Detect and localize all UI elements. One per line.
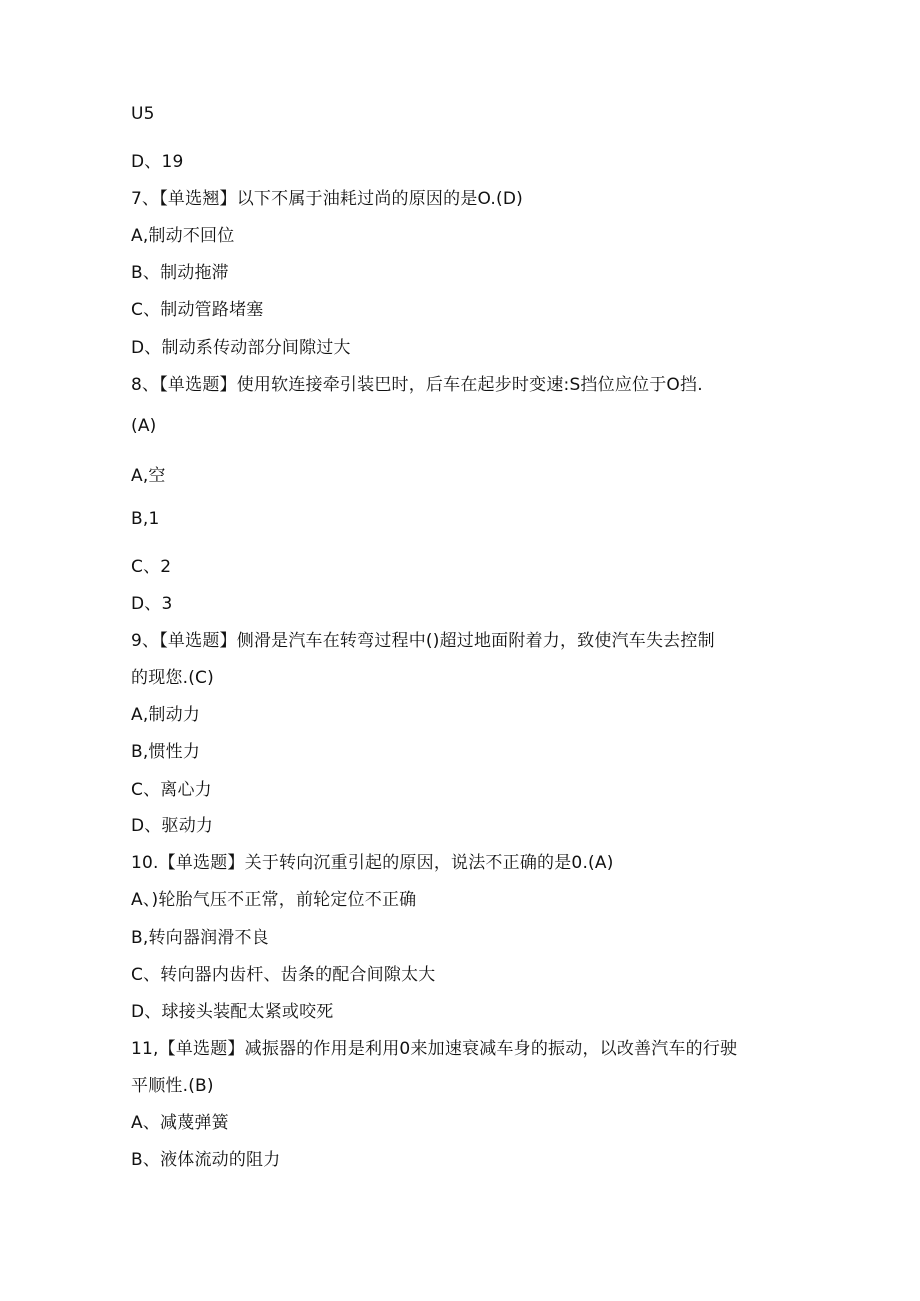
option-c: C、制动管路堵塞 — [131, 300, 264, 320]
question-8: 8、【单选题】使用软连接牵引装巴时，后车在起步时变速:S挡位应位于O挡. — [131, 375, 703, 395]
question-10: 10.【单选题】关于转向沉重引起的原因，说法不正确的是0.(A) — [131, 853, 614, 873]
option-a: A,制动力 — [131, 705, 201, 725]
option-b: B、液体流动的阻力 — [131, 1150, 281, 1170]
question-9: 9、【单选题】侧滑是汽车在转弯过程中()超过地面附着力，致使汽车失去控制 — [131, 631, 715, 651]
option-a: A、减蔑弹簧 — [131, 1113, 229, 1133]
option-b: B,转向器润滑不良 — [131, 928, 269, 948]
option-c: C、2 — [131, 557, 172, 577]
question-11: 11,【单选题】减振器的作用是利用0来加速衰减车身的振动，以改善汽车的行驶 — [131, 1039, 738, 1059]
option-c: C、转向器内齿杆、齿条的配合间隙太大 — [131, 965, 436, 985]
option-d: D、3 — [131, 594, 173, 614]
option-b: B,惯性力 — [131, 742, 201, 762]
question-11-cont: 平顺性.(B) — [131, 1076, 214, 1096]
question-8-answer: (A) — [131, 416, 157, 436]
option-b: B,1 — [131, 509, 160, 529]
option-a: A、)轮胎气压不正常，前轮定位不正确 — [131, 890, 417, 910]
option-a: A,空 — [131, 466, 166, 486]
text-line: U5 — [131, 104, 155, 124]
option-a: A,制动不回位 — [131, 226, 235, 246]
option-c: C、离心力 — [131, 780, 212, 800]
option-d: D、驱动力 — [131, 816, 214, 836]
option-d: D、球接头装配太紧或咬死 — [131, 1002, 334, 1022]
question-9-cont: 的现您.(C) — [131, 668, 214, 688]
option-b: B、制动拖滞 — [131, 263, 229, 283]
question-7: 7、【单选翘】以下不属于油耗过尚的原因的是O.(D) — [131, 189, 523, 209]
text-line: D、19 — [131, 152, 184, 172]
option-d: D、制动系传动部分间隙过大 — [131, 338, 351, 358]
